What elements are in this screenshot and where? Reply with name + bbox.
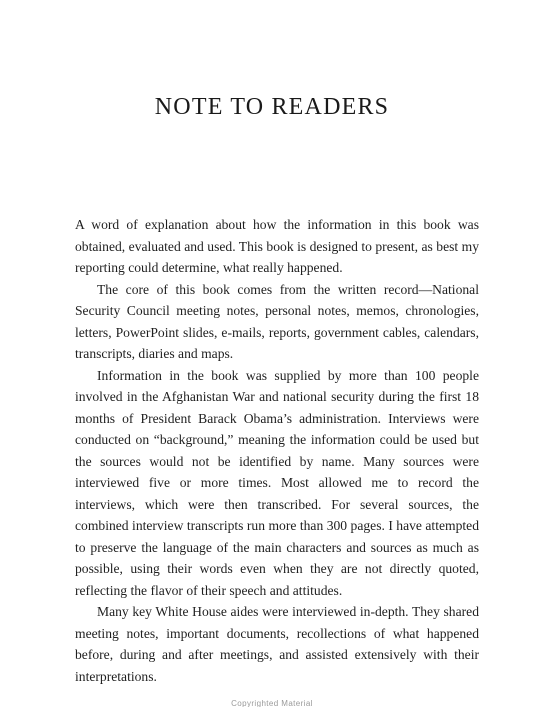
paragraph-4: Many key White House aides were interviewed in-depth. They shared meeting notes, important documents, recollections of what happened before, during and after meetings, and assisted extensively with their interpretations. <box>75 604 479 684</box>
paragraph-3: Information in the book was supplied by more than 100 people involved in the Afghanistan War and national security during the first 18 months of President Barack Obama’s administration. Interviews were conducted on “background,” meaning the information could be used but the sources would not be identified by name. Many sources were interviewed five or more times. Most allowed me to record the interviews, which were then transcribed. For several sources, the combined interview transcripts run more than 300 pages. I have attempted to preserve the language of the main characters and sources as much as possible, using their words even when they are not directly quoted, reflecting the flavor of their speech and attitudes. <box>75 367 479 598</box>
paragraph-2: The core of this book comes from the written record—National Security Council meeting notes, personal notes, memos, chronologies, letters, PowerPoint slides, e-mails, reports, government cables, calendars, transcripts, diaries and maps. <box>75 281 479 361</box>
copyright-footer: Copyrighted Material <box>231 699 313 707</box>
body-text <box>75 214 479 687</box>
paragraph-1: A word of explanation about how the information in this book was obtained, evaluated and used. This book is designed to present, as best my reporting could determine, what really happened. <box>75 217 479 275</box>
page-title: NOTE TO READERS <box>154 94 390 120</box>
